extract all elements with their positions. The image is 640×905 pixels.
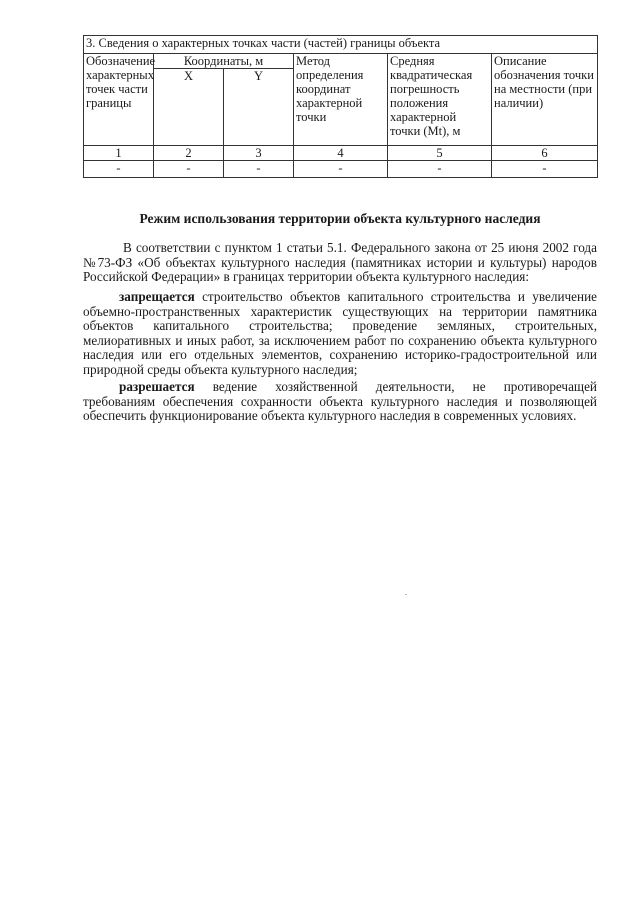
section-title: Режим использования территории объекта культурного наследия <box>139 211 541 226</box>
table-cell: - <box>84 161 154 178</box>
table-cell: - <box>492 161 598 178</box>
allowed-term: разрешается <box>119 379 195 394</box>
header-y: Y <box>224 69 294 146</box>
column-number: 6 <box>492 146 598 161</box>
intro-paragraph: В соответствии с пунктом 1 статьи 5.1. Федерального закона от 25 июня 2002 года №73-ФЗ «Об объектах культурного наследия (памятниках истории и культуры) народов Российской Федерации» в границах территории объекта культурного наследия: <box>83 240 597 285</box>
column-number: 1 <box>84 146 154 161</box>
table-cell: - <box>294 161 388 178</box>
header-method: Метод определения координат характерной точки <box>294 54 388 146</box>
header-coordinates: Координаты, м <box>154 54 294 69</box>
prohibited-paragraph <box>83 290 597 378</box>
header-x: X <box>154 69 224 146</box>
table-cell: - <box>388 161 492 178</box>
column-number: 2 <box>154 146 224 161</box>
header-description: Описание обозначения точки на местности (при наличии) <box>492 54 598 146</box>
prohibited-term: запрещается <box>119 289 195 304</box>
allowed-paragraph <box>83 380 597 424</box>
scan-speck <box>405 594 407 595</box>
table-caption: 3. Сведения о характерных точках части (частей) границы объекта <box>84 36 598 54</box>
table-row <box>84 161 598 178</box>
column-number: 3 <box>224 146 294 161</box>
header-designation: Обозначение характерных точек части границы <box>84 54 154 146</box>
column-number-row <box>84 146 598 161</box>
prohibited-text: строительство объектов капитального строительства и увеличение объемно-пространственных характеристик существующих на территории памятника объектов капитального строительства; проведение земляных, строительных, мелиоративных и иных работ, за исключением работ по сохранению объекта культурного наследия или его отдельных элементов, сохранению историко-градостроительной или природной среды объекта культурного наследия; <box>83 289 597 377</box>
table-cell: - <box>154 161 224 178</box>
boundary-points-table <box>83 35 598 178</box>
header-error: Средняя квадратическая погрешность положения характерной точки (Mt), м <box>388 54 492 146</box>
column-number: 5 <box>388 146 492 161</box>
column-number: 4 <box>294 146 388 161</box>
allowed-text: ведение хозяйственной деятельности, не противоречащей требованиям обеспечения сохранности объекта культурного наследия и позволяющей обеспечить функционирование объекта культурного наследия в современных условиях. <box>83 379 597 424</box>
table-cell: - <box>224 161 294 178</box>
